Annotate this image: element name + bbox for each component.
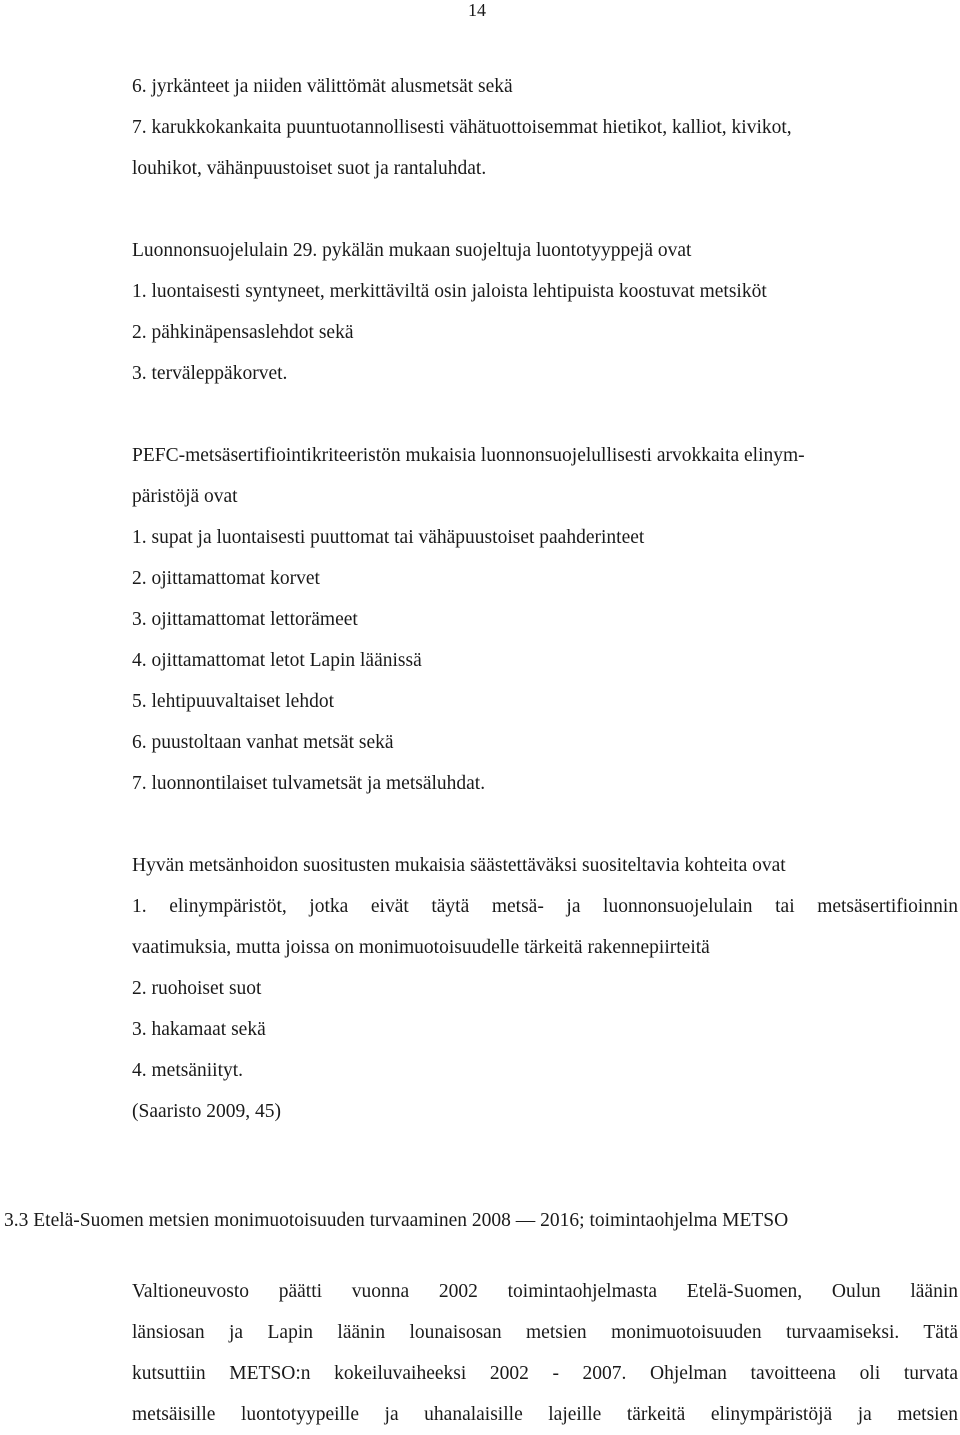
list-item: 1. supat ja luontaisesti puuttomat tai vähäpuustoiset paahderinteet	[132, 527, 645, 548]
section-heading: 3.3 Etelä-Suomen metsien monimuotoisuuden turvaaminen 2008 — 2016; toimintaohjelma METSO	[4, 1210, 789, 1231]
list-item: 4. ojittamattomat letot Lapin läänissä	[132, 650, 422, 671]
list-item: 1. elinympäristöt, jotka eivät täytä metsä- ja luonnonsuojelulain tai metsäsertifioinnin	[132, 896, 958, 917]
list-item: vaatimuksia, mutta joissa on monimuotoisuudelle tärkeitä rakennepiirteitä	[132, 937, 710, 958]
list-item: 7. luonnontilaiset tulvametsät ja metsäluhdat.	[132, 773, 486, 794]
section-intro: Luonnonsuojelulain 29. pykälän mukaan suojeltuja luontotyyppejä ovat	[132, 240, 692, 261]
list-item: 2. ruohoiset suot	[132, 978, 262, 999]
list-item: 3. hakamaat sekä	[132, 1019, 266, 1040]
list-item: 6. jyrkänteet ja niiden välittömät alusmetsät sekä	[132, 76, 513, 97]
list-item: louhikot, vähänpuustoiset suot ja rantaluhdat.	[132, 158, 487, 179]
document-body	[132, 66, 958, 1132]
list-item: 7. karukkokankaita puuntuotannollisesti vähätuottoisemmat hietikot, kalliot, kivikot,	[132, 117, 792, 138]
paragraph-line: Valtioneuvosto päätti vuonna 2002 toimintaohjelmasta Etelä-Suomen, Oulun läänin	[132, 1281, 958, 1302]
list-item: 3. ojittamattomat lettorämeet	[132, 609, 358, 630]
paragraph-line: länsiosan ja Lapin läänin lounaisosan metsien monimuotoisuuden turvaamiseksi. Tätä	[132, 1322, 958, 1343]
page-number: 14	[468, 0, 486, 20]
section-intro: päristöjä ovat	[132, 486, 238, 507]
list-item: 1. luontaisesti syntyneet, merkittäviltä osin jaloista lehtipuista koostuvat metsiköt	[132, 281, 767, 302]
paragraph	[132, 1271, 958, 1435]
paragraph-line: kutsuttiin METSO:n kokeiluvaiheeksi 2002 - 2007. Ohjelman tavoitteena oli turvata	[132, 1363, 958, 1384]
list-item: 3. terväleppäkorvet.	[132, 363, 288, 384]
list-item: 6. puustoltaan vanhat metsät sekä	[132, 732, 394, 753]
paragraph-line: metsäisille luontotyypeille ja uhanalaisille lajeille tärkeitä elinympäristöjä ja metsien	[132, 1404, 958, 1425]
section-intro: Hyvän metsänhoidon suositusten mukaisia säästettäväksi suositeltavia kohteita ovat	[132, 855, 786, 876]
list-item: 2. ojittamattomat korvet	[132, 568, 320, 589]
list-item: 5. lehtipuuvaltaiset lehdot	[132, 691, 334, 712]
citation: (Saaristo 2009, 45)	[132, 1101, 281, 1122]
section-intro: PEFC-metsäsertifiointikriteeristön mukaisia luonnonsuojelullisesti arvokkaita elinym-	[132, 445, 805, 466]
list-item: 2. pähkinäpensaslehdot sekä	[132, 322, 354, 343]
list-item: 4. metsäniityt.	[132, 1060, 244, 1081]
